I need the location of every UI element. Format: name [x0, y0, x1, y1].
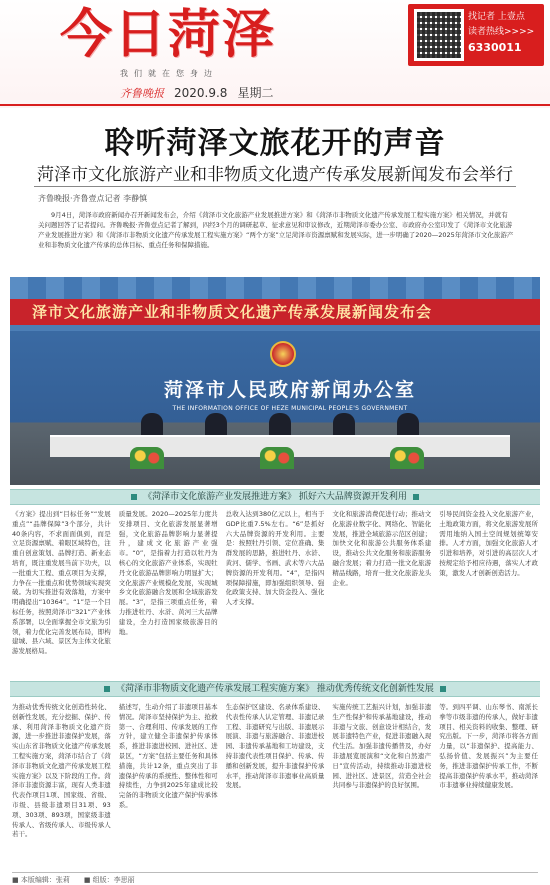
footer-layout: ■ 组版：李思丽	[83, 876, 135, 884]
article-column: 等。到四平调、山东琴书、南派长拳等市级非遗的传承人，做好非遗项目、相关资料的收集、整理、研究出版。下一步，菏泽市将各方面力量，以“非遗保护、提高能力、弘扬价值、发展振兴”为主要任务，推进非遗保护传承工作，不断提高非遗保护传承水平，推动菏泽市非遗事业持续健康发展。	[439, 703, 538, 790]
photo-backdrop	[10, 277, 540, 299]
masthead	[0, 0, 550, 108]
page-subheadline: 菏泽市文化旅游产业和非物质文化遗产传承发展新闻发布会举行	[37, 165, 513, 185]
page-footer	[12, 872, 538, 885]
flower-icon	[130, 447, 164, 469]
flower-icon	[390, 447, 424, 469]
flower-icon	[260, 447, 294, 469]
office-name-en: THE INFORMATION OFFICE OF HEZE MUNICIPAL PEOPLE'S GOVERNMENT	[172, 405, 408, 412]
section-marker-icon	[131, 494, 137, 500]
page-headline: 聆听菏泽文旅花开的声音	[104, 126, 446, 161]
qr-promo-text	[468, 10, 542, 55]
issue-weekday: 星期二	[237, 86, 274, 100]
section-title-bar-1	[10, 489, 540, 505]
date-row	[120, 84, 360, 101]
issue-date: 2020.9.8	[174, 85, 228, 100]
section-marker-icon	[440, 686, 446, 692]
article-column: 质量发展。2020—2025年力度共安排项目、文化旅游发展显著增强，文化旅游品牌影响力显著提升，建成文化旅游产业强市。“0”，是指着力打造以牡丹为核心的文化旅游产业体系，实现牡丹文化旅游品牌影响力明显扩大；文化旅游产业规模化发展，实现城乡文化旅游融合发展和全域旅游发展。“3”，是指三项重点任务，着力推进牡丹、水浒、黄河三大品牌建设，全力打造国家级旅游目的地。	[118, 510, 218, 636]
lead-paragraph: 9月4日，菏泽市政府新闻办召开新闻发布会，介绍《菏泽市文化旅游产业发展推进方案》和《菏泽市非物质文化遗产传承发展工程实施方案》相关情况，并就有关问题回答了记者提问。齐鲁晚报·齐鲁壹点记者了解到，四经3个月的调研起草、征求意见和审议修改，近期菏泽市委办公室、市政府办公室印发了《菏泽市文化旅游产业发展推进方案》和《菏泽市非物质文化遗产传承发展工程实施方案》“两个方案”立足菏泽市资源禀赋和发展实际，进一步明确了2020—2025年菏泽市文化旅游产业和非物质文化遗产传承的总体目标、重点任务和保障措施。	[38, 211, 514, 249]
qr-line-2: 读者热线>>>>	[468, 27, 535, 37]
paper-name: 齐鲁晚报	[120, 86, 164, 100]
article-column: 生态保护区建设、名录体系建设、代表性传承人认定管理、非遗记录工程、非遗研究与出版、非遗展示展演、非遗与旅游融合、非遗进校园、非遗传承基地和工坊建设，支持非遗代表性项目保护、传承、传播和创新发展，提升非遗保护传承水平，推动菏泽市非遗事业高质量发展。	[225, 703, 325, 790]
qr-promo-box	[408, 4, 544, 66]
slogan: 我们就在您身边	[120, 69, 218, 78]
section-title-bar-2	[10, 681, 540, 697]
qr-code-icon[interactable]	[414, 9, 464, 61]
section-title-2: 《菏泽市非物质文化遗产传承发展工程实施方案》 推动优秀传统文化创新性发展	[116, 684, 434, 694]
section-title-1: 《菏泽市文化旅游产业发展推进方案》 抓好六大品牌资源开发利用	[143, 492, 407, 502]
national-emblem-icon	[270, 341, 296, 367]
article-column: 实施传统工艺振兴计划，加强非遗生产性保护和传承基地建设，推动非遗与文旅、创意设计相结合，发展非遗特色产业，促进非遗融入现代生活。加强非遗传播普及，办好非遗展览展演和“文化和自然遗产日”宣传活动，持续推动非遗进校园、进社区、进景区，营造全社会共同参与非遗保护的良好氛围。	[332, 703, 432, 790]
section-marker-icon	[104, 686, 110, 692]
newspaper-logo: 今日菏泽	[60, 5, 277, 65]
article-column: 引导民间资金投入文化旅游产业，土地政策方面，将文化旅游发展所需用地纳入国土空间规划统筹安排。人才方面，加强文化旅游人才引进和培养，对引进的高层次人才按规定给予相应待遇，落实人才政策，激发人才创新创造活力。	[439, 510, 538, 577]
article-column: 《方案》提出到“目标任务”“发展重点”“品牌保障”3个部分，共计40条内容，不求面面俱到，而是立足资源禀赋、着眼区域特色，注重自创意策划、品牌打造、新业态培育，既注重发展当前下功夫，以一批重大工程、重点项目为支撑，力争在一批重点和优势领域实现突破。为切实推进有效落地，方案中明确提出“10364”。“1”是一个目标任务，按照菏泽市“321”产业体系部署，以全面掌握全市文旅为引领，着力优化完善发展布局，即构建城、县六域、景区为主体文化旅游发展格局。	[12, 510, 111, 656]
section-2-columns	[12, 703, 538, 869]
photo-office-sign	[160, 375, 420, 412]
byline: 齐鲁晚报·齐鲁壹点记者 李静慎	[38, 194, 148, 203]
qr-line-1: 找记者 上壹点	[468, 12, 525, 22]
office-name-cn: 菏泽市人民政府新闻办公室	[163, 379, 416, 401]
footer-editor: ■ 本版编辑：张莉	[12, 876, 70, 884]
article-column: 文化和旅游消费促进行动；推动文化旅游业数字化、网络化、智能化发展，推进全域旅游示范区创建；加快文化和旅游公共服务体系建设，推动公共文化服务和旅游服务融合发展；着力打造一批文化旅游精品线路，培育一批文化旅游龙头企业。	[332, 510, 432, 587]
hotline-number: 6330011	[468, 41, 522, 54]
press-conference-photo	[10, 277, 540, 485]
photo-banner-text: 泽市文化旅游产业和非物质文化遗产传承发展新闻发布会	[10, 299, 540, 325]
article-column: 为推动优秀传统文化创造性转化、创新性发展，充分挖掘、保护、传承、利用菏泽非物质文化遗产资源，进一步推进非遗保护发展，落实山东省非物质文化遗产传承发展工程实施方案，菏泽市结合了《菏泽市非物质文化遗产传承发展工程实施方案》以及下阶段的工作。菏泽市非遗资源丰富，现有人类非遗代表作项目1项、国家级、省级、市级、县级非遗项目31项、93项、303项、893项，国家级非遗传承人、省级传承人、市级传承人若干。	[12, 703, 111, 839]
section-marker-icon	[413, 494, 419, 500]
section-1-columns	[12, 510, 538, 677]
headline-divider	[34, 186, 516, 187]
article-column: 总收入达到380亿元以上，相当于GDP比重7.5%左右。“6”是抓好六大品牌资源的开发利用。主要是：按照牡丹引领、定位准确、集群发展的思路，推进牡丹、水浒、黄河、儒学、书画、武术等六大品牌资源的开发利用。“4”，是指四项保障措施，即加强组织领导、强化政策支持、加大资金投入、强化人才支撑。	[225, 510, 325, 607]
article-column: 描述写，生动介绍了非遗项目基本情况。菏泽市坚持保护为主、抢救第一、合理利用、传承发展的工作方针，建立健全非遗保护传承体系，推进非遗进校园、进社区、进景区，“方案”包括主要任务和具体措施，共计12条，重点突出了非遗保护传承的系统性、整体性和可持续性，力争到2025年建成比较完备的非物质文化遗产保护传承体系。	[118, 703, 218, 809]
masthead-divider	[0, 104, 550, 106]
